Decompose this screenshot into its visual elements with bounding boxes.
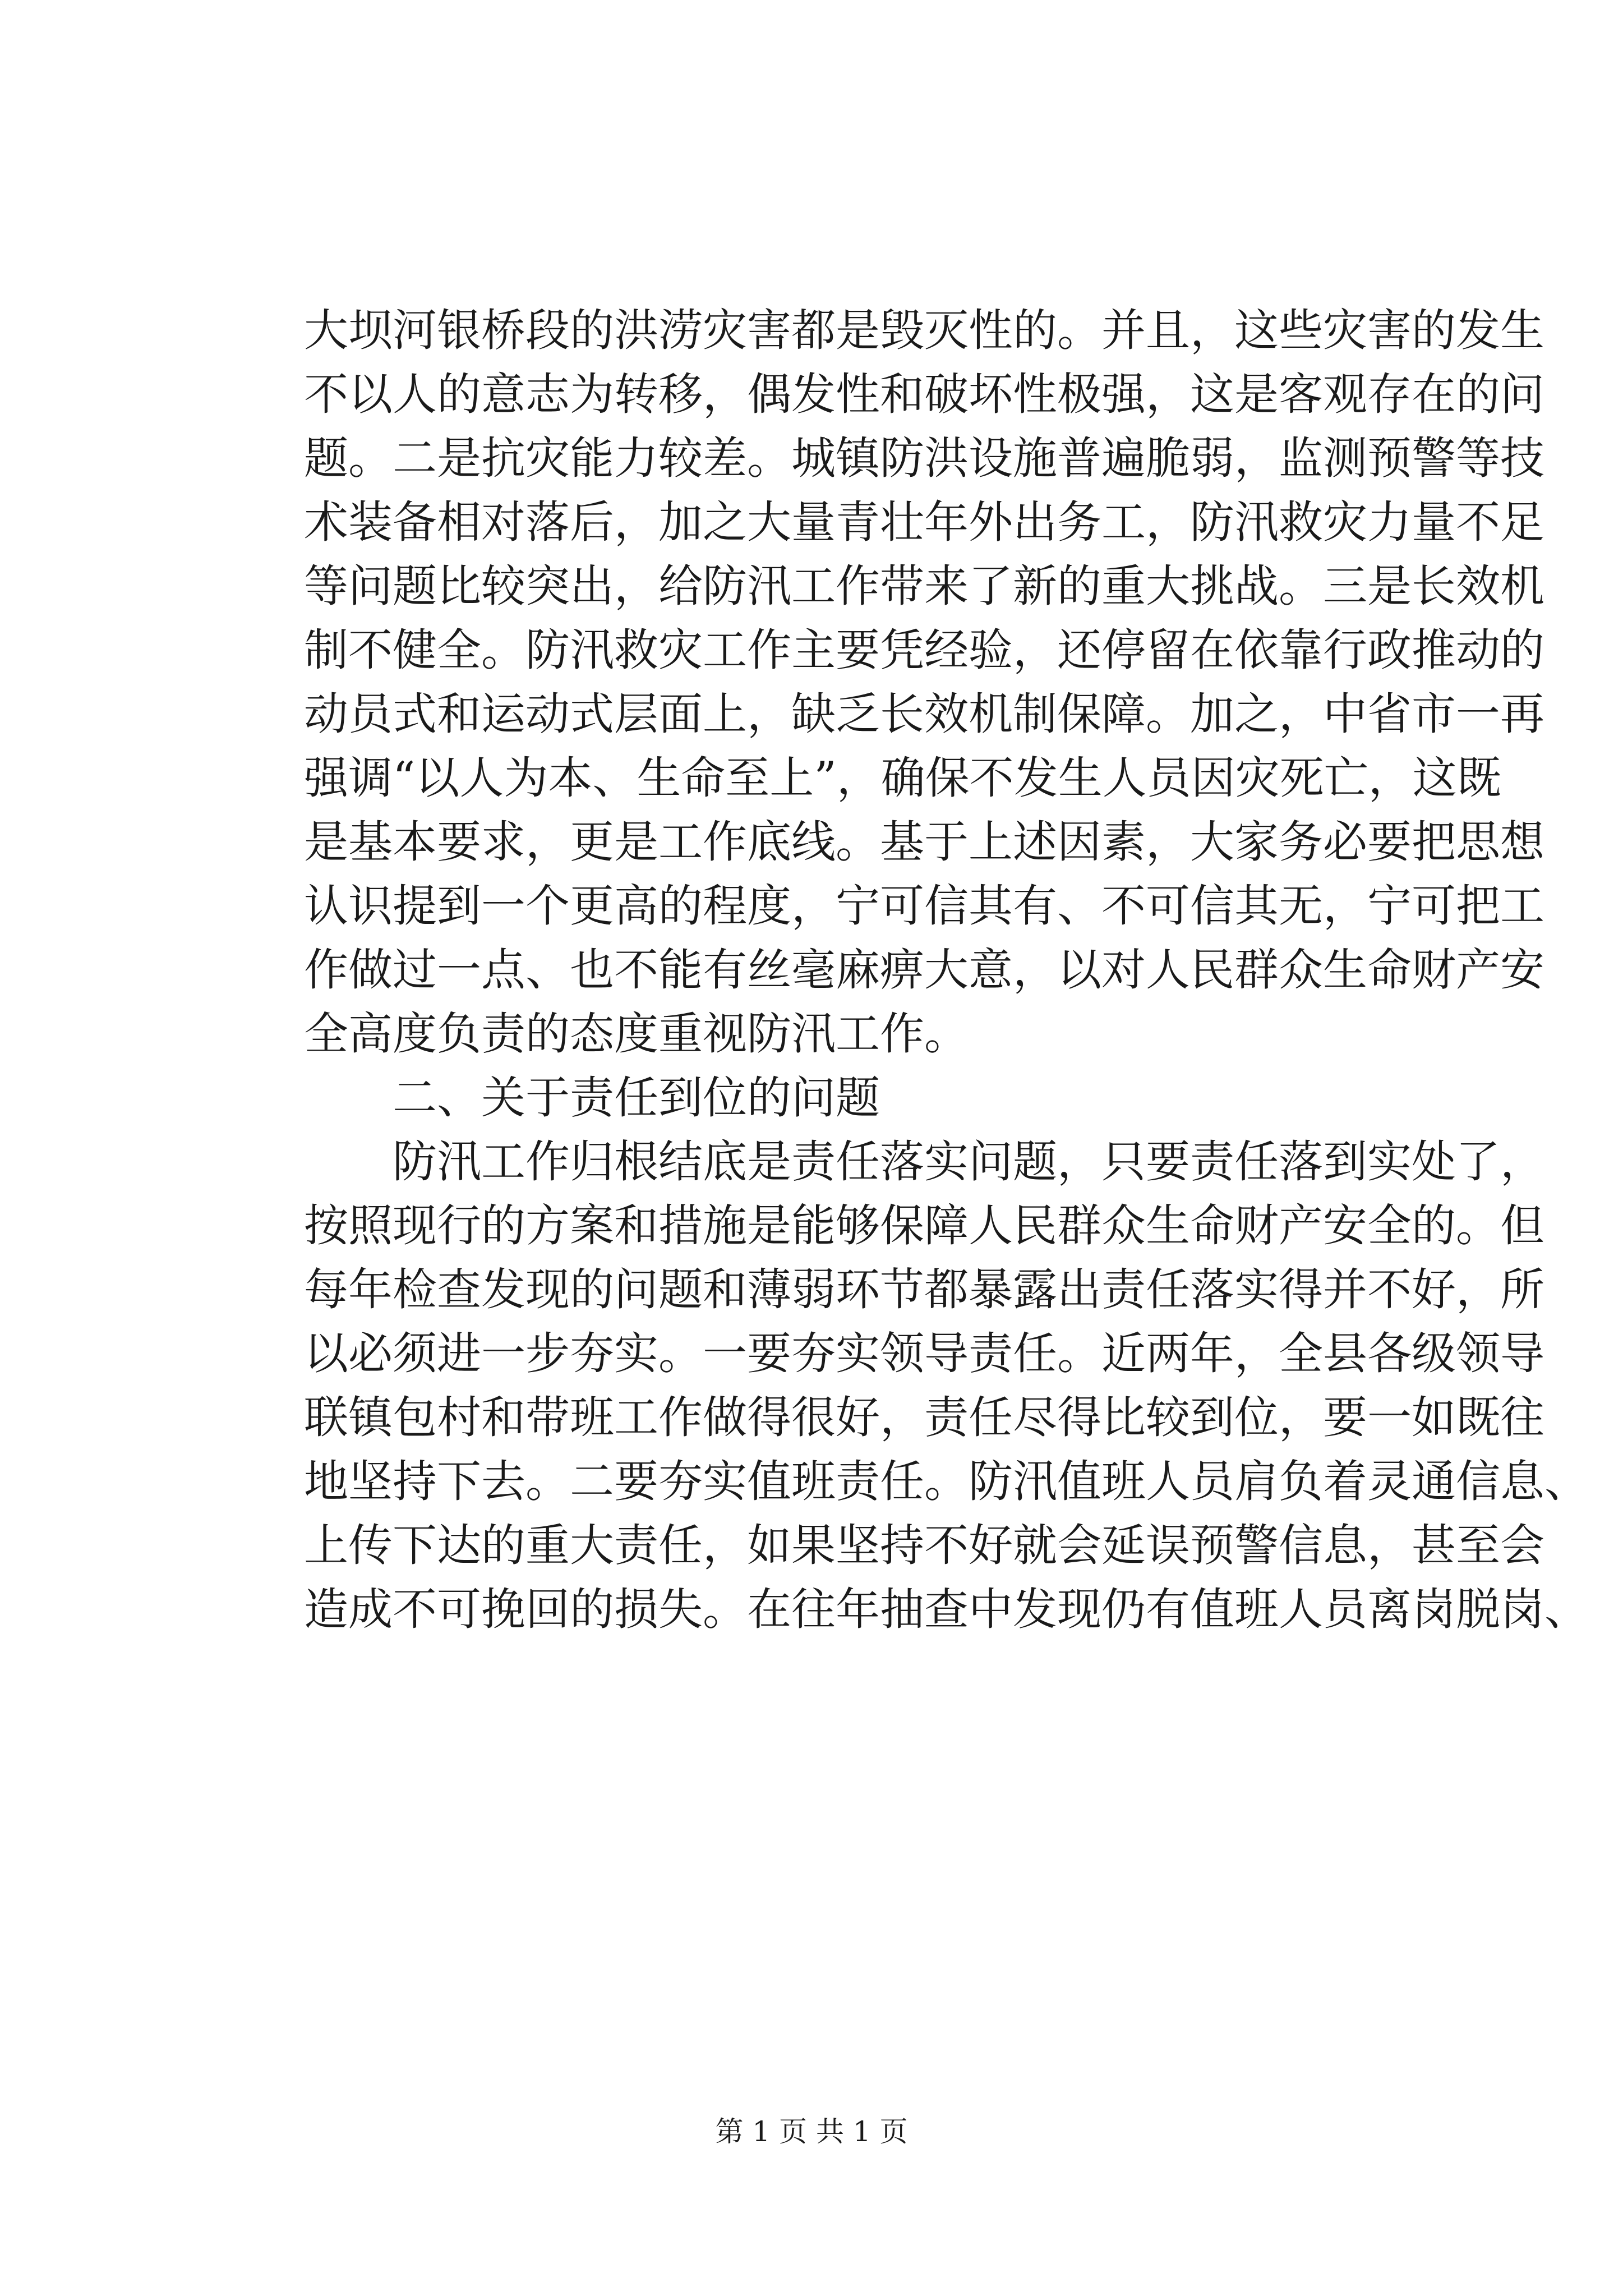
text-line: 联镇包村和带班工作做得很好，责任尽得比较到位，要一如既往 xyxy=(304,1392,1544,1443)
body-text xyxy=(304,298,1589,1641)
text-line: 强调“以人为本、生命至上”，确保不发生人员因灾死亡，这既 xyxy=(304,752,1501,804)
text-line: 每年检查发现的问题和薄弱环节都暴露出责任落实得并不好，所 xyxy=(304,1264,1544,1315)
section-heading: 二、关于责任到位的问题 xyxy=(393,1072,880,1124)
text-line: 术装备相对落后，加之大量青壮年外出务工，防汛救灾力量不足 xyxy=(304,496,1544,548)
text-line: 上传下达的重大责任，如果坚持不好就会延误预警信息，甚至会 xyxy=(304,1520,1544,1571)
text-line: 制不健全。防汛救灾工作主要凭经验，还停留在依靠行政推动的 xyxy=(304,624,1544,676)
text-line: 大坝河银桥段的洪涝灾害都是毁灭性的。并且，这些灾害的发生 xyxy=(304,305,1544,356)
text-line: 地坚持下去。二要夯实值班责任。防汛值班人员肩负着灵通信息、 xyxy=(304,1456,1589,1507)
text-line: 全高度负责的态度重视防汛工作。 xyxy=(304,1008,969,1060)
text-line: 动员式和运动式层面上，缺乏长效机制保障。加之，中省市一再 xyxy=(304,688,1544,740)
text-line: 按照现行的方案和措施是能够保障人民群众生命财产安全的。但 xyxy=(304,1200,1544,1251)
text-line: 认识提到一个更高的程度，宁可信其有、不可信其无，宁可把工 xyxy=(304,880,1544,932)
text-line: 以必须进一步夯实。一要夯实领导责任。近两年，全县各级领导 xyxy=(304,1328,1544,1379)
text-line: 作做过一点、也不能有丝毫麻痹大意，以对人民群众生命财产安 xyxy=(304,944,1544,996)
text-line: 等问题比较突出，给防汛工作带来了新的重大挑战。三是长效机 xyxy=(304,560,1544,612)
text-line: 防汛工作归根结底是责任落实问题，只要责任落到实处了， xyxy=(393,1136,1544,1188)
text-line: 不以人的意志为转移，偶发性和破坏性极强，这是客观存在的问 xyxy=(304,369,1544,420)
text-line: 是基本要求，更是工作底线。基于上述因素，大家务必要把思想 xyxy=(304,816,1544,868)
text-line: 造成不可挽回的损失。在往年抽查中发现仍有值班人员离岗脱岗、 xyxy=(304,1584,1589,1635)
page-footer: 第 1 页 共 1 页 xyxy=(715,2115,908,2148)
text-line: 题。二是抗灾能力较差。城镇防洪设施普遍脆弱，监测预警等技 xyxy=(304,432,1544,484)
